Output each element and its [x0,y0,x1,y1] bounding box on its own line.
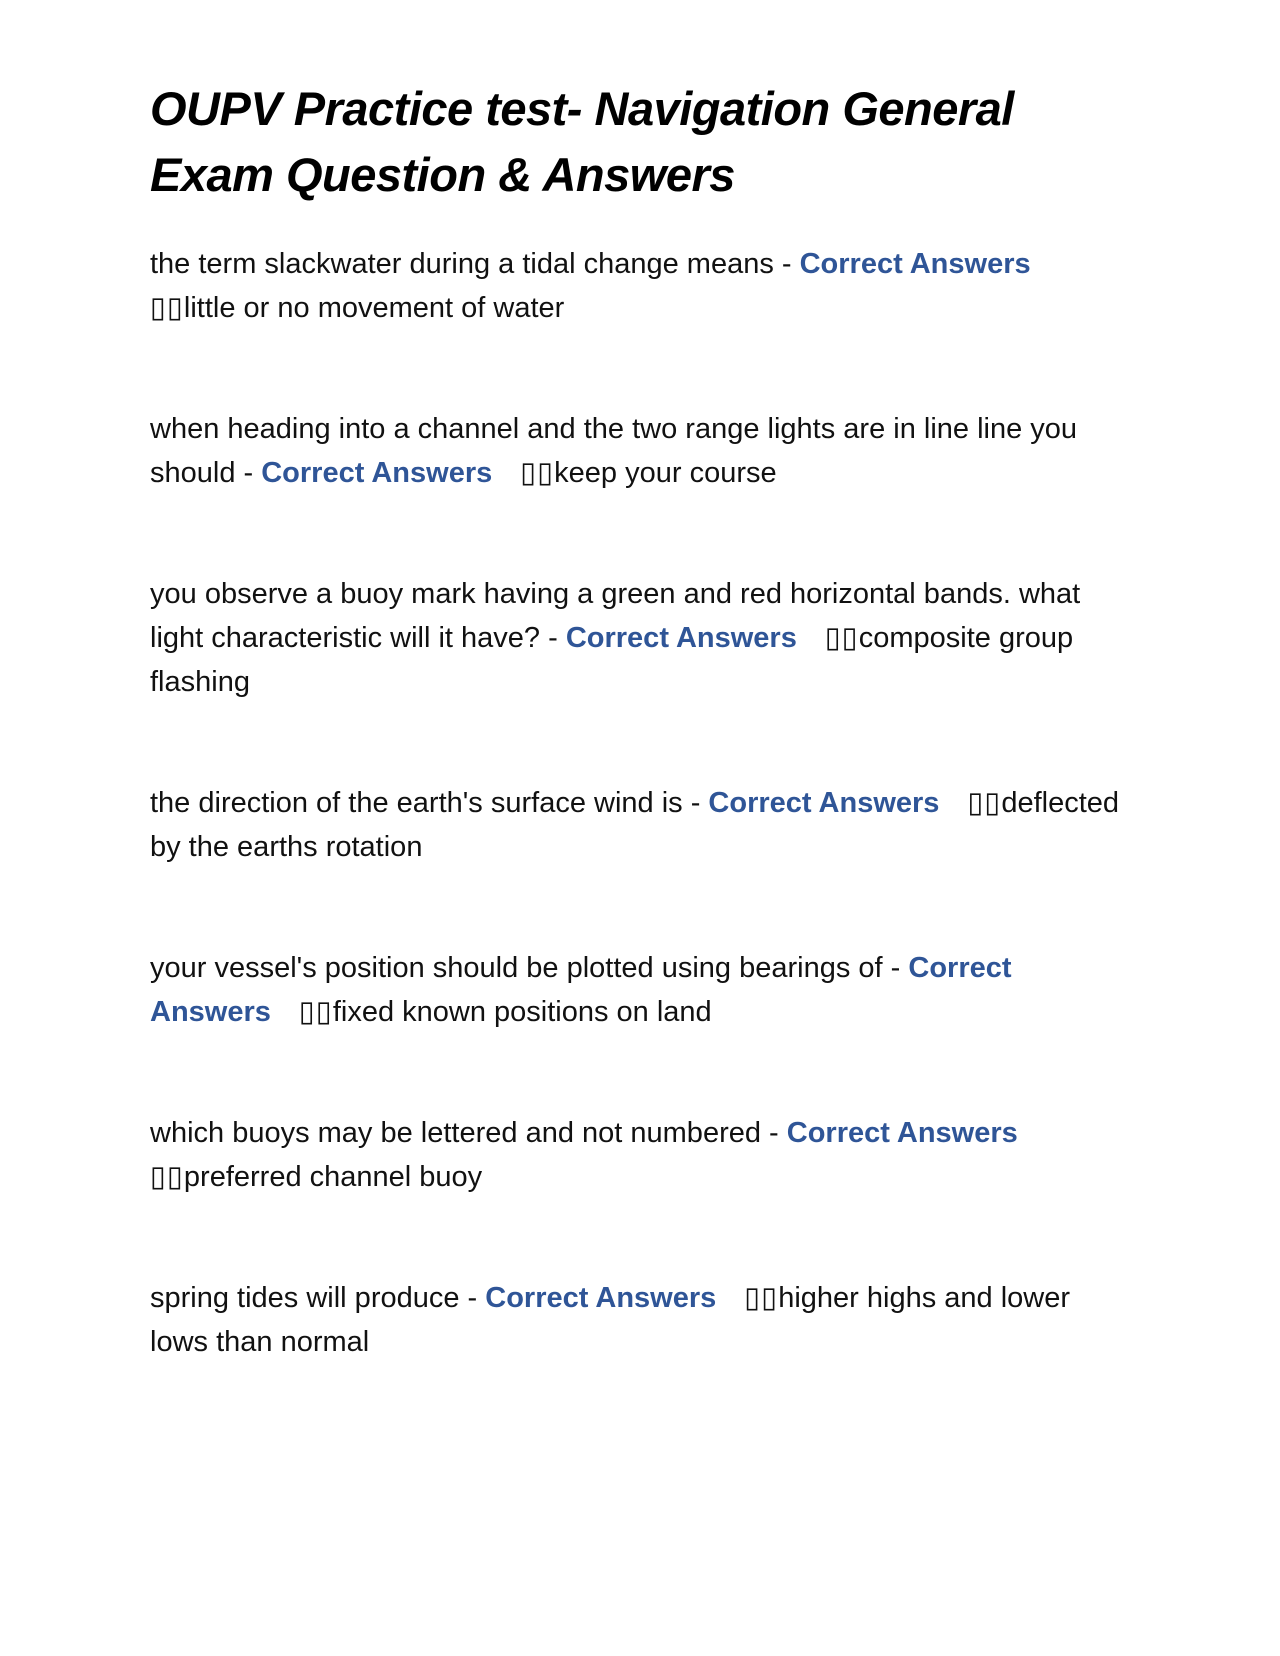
answer-text: keep your course [554,457,777,489]
qa-item [150,242,1130,330]
correct-answers-label: Correct Answers [485,1282,717,1314]
qa-item [150,407,1130,495]
missing-glyph-icon: ▯▯ [150,1161,184,1193]
missing-glyph-icon: ▯▯ [744,1282,779,1314]
question-text: the term slackwater during a tidal change means - [150,248,800,280]
answer-text: composite group flashing [150,622,1074,698]
correct-answers-label: Correct Answers [261,457,493,489]
qa-item [150,781,1130,869]
correct-answers-label: Correct Answers [799,248,1031,280]
question-text: you observe a buoy mark having a green and red horizontal bands. what light characteristic will it have? - [150,578,1081,654]
question-text: when heading into a channel and the two range lights are in line line you should - [150,413,1078,489]
answer-text: little or no movement of water [183,292,565,324]
missing-glyph-icon: ▯▯ [824,622,859,654]
question-text: the direction of the earth's surface wind is - [150,787,709,819]
document-page [150,76,1130,1441]
missing-glyph-icon: ▯▯ [967,787,1002,819]
answer-text: fixed known positions on land [332,996,712,1028]
correct-answers-label: Correct Answers [786,1117,1018,1149]
correct-answers-label: Correct Answers [565,622,797,654]
qa-item [150,946,1130,1034]
answer-text: deflected by the earths rotation [150,787,1120,863]
correct-answers-label: Correct Answers [708,787,940,819]
qa-item [150,1276,1130,1364]
answer-text: preferred channel buoy [183,1161,483,1193]
missing-glyph-icon: ▯▯ [298,996,333,1028]
document-title: OUPV Practice test- Navigation General Exam Question & Answers [150,82,1014,201]
missing-glyph-icon: ▯▯ [150,292,184,324]
qa-item [150,572,1130,704]
missing-glyph-icon: ▯▯ [520,457,555,489]
answer-text: higher highs and lower lows than normal [150,1282,1071,1358]
question-text: spring tides will produce - [150,1282,486,1314]
correct-answers-label: Correct Answers [150,952,1012,1028]
qa-item [150,1111,1130,1199]
question-text: your vessel's position should be plotted using bearings of - [150,952,909,984]
question-text: which buoys may be lettered and not numbered - [150,1117,787,1149]
